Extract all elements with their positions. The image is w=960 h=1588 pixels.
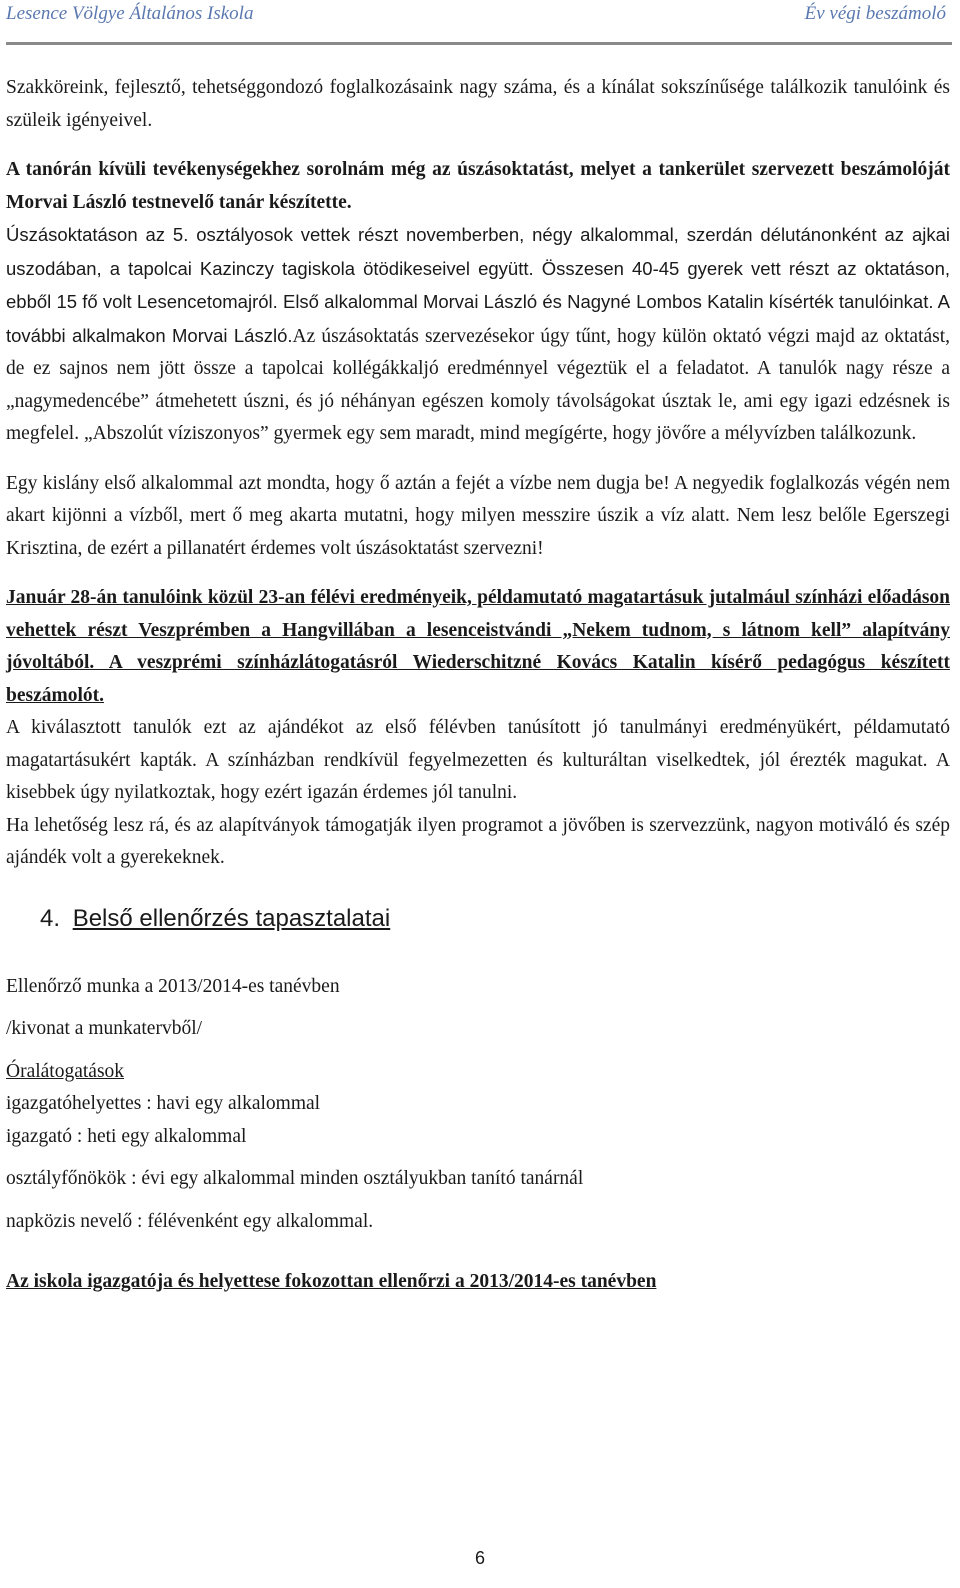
document-body (6, 72, 950, 1299)
line-head: igazgató : heti egy alkalommal (6, 1125, 247, 1147)
section-heading (40, 905, 950, 933)
paragraph-clubs: Szakköreink, fejlesztő, tehetséggondozó foglalkozásaink nagy száma, és a kínálat sokszínűsége találkozik tanulóink és szüleik igényeivel. (6, 77, 950, 131)
line-day-care-teacher: napközis nevelő : félévenként egy alkalommal. (6, 1210, 374, 1232)
section-title: Belső ellenőrzés tapasztalatai (72, 904, 391, 932)
paragraph-theatre-visit: Január 28-án tanulóink közül 23-an félévi eredményeik, példamutató magatartásuk jutalmául színházi előadáson vehettek részt Veszprémben a Hangvillában a lesenceistvándi „Nekem tudnom, s látnom kell” alapítvány jóvoltából. A veszprémi színházlátogatásról Wiederschitzné Kovács Katalin kísérő pedagógus készített beszámolót. (6, 587, 950, 706)
page-header (6, 0, 952, 45)
header-school-name: Lesence Völgye Általános Iskola (6, 3, 254, 24)
line-lesson-visits: Óralátogatások (6, 1060, 125, 1082)
line-excerpt: /kivonat a munkatervből/ (6, 1018, 203, 1039)
section-number: 4. (40, 904, 61, 932)
line-class-teachers: osztályfőnökök : évi egy alkalommal minden osztályukban tanító tanárnál (6, 1168, 584, 1189)
swimming-organisation-text: Az úszásoktatás szervezésekor úgy tűnt, hogy külön oktató végzi majd az oktatást, de ez sajnos nem jött össze a tapolcai kollégákkaljó eredménnyel végeztük el a feladatot. A tanulók nagy része a „nagymedencébe” átmehetett úszni, és jó néhányan egészen komoly távolságokat úsztak le, ami egy igazi edzésnek is megfelel. „Abszolút víziszonyos” gyermek egy sem maradt, mind megígérte, hogy jövőre a mélyvízben találkozunk. (6, 325, 950, 444)
line-head-checks: Az iskola igazgatója és helyettese fokozottan ellenőrzi a 2013/2014-es tanévben (6, 1271, 657, 1292)
paragraph-swimming-details (6, 219, 950, 451)
paragraph-anecdote: Egy kislány első alkalommal azt mondta, hogy ő aztán a fejét a vízbe nem dugja be! A negyedik foglalkozás végén nem akart kijönni a vízből, mert ő meg akarta mutatni, hogy milyen messzire úszik a víz alatt. Nem lesz belőle Egerszegi Krisztina, de ezért a pillanatért érdemes volt úszásoktatást szervezni! (6, 472, 950, 559)
header-document-title: Év végi beszámoló (804, 3, 946, 24)
paragraph-theatre-reward: A kiválasztott tanulók ezt az ajándékot az első félévben tanúsított jó tanulmányi eredményükért, példamutató magatartásukért kapták. A színházban rendkívül fegyelmezetten és kulturáltan viselkedtek, jól érezték magukat. A kisebbek úgy nyilatkoztak, hogy ezért igazán érdemes jól tanulni. (6, 717, 950, 803)
line-deputy-head: igazgatóhelyettes : havi egy alkalommal (6, 1093, 321, 1114)
page-number: 6 (474, 1548, 485, 1568)
swimming-details-text: Úszásoktatáson az 5. osztályosok vettek részt novemberben, négy alkalommal, szerdán délutánonként az ajkai uszodában, a tapolcai Kazinczy tagiskola ötödikeseivel együtt. Összesen 40-45 gyerek vett részt az oktatáson, ebből 15 fő volt Lesencetomajról. Első alkalommal Morvai László és Nagyné Lombos Katalin kísérték tanulóinkat. A további alkalmakon Morvai László. (6, 224, 950, 346)
paragraph-future-plans: Ha lehetőség lesz rá, és az alapítványok támogatják ilyen programot a jövőben is szervezzünk, nagyon motiváló és szép ajándék volt a gyerekeknek. (6, 814, 950, 868)
paragraph-swimming-intro: A tanórán kívüli tevékenységekhez sorolnám még az úszásoktatást, melyet a tankerület szervezett beszámolóját Morvai László testnevelő tanár készítette. (6, 159, 950, 213)
line-control-work: Ellenőrző munka a 2013/2014-es tanévben (6, 975, 340, 997)
